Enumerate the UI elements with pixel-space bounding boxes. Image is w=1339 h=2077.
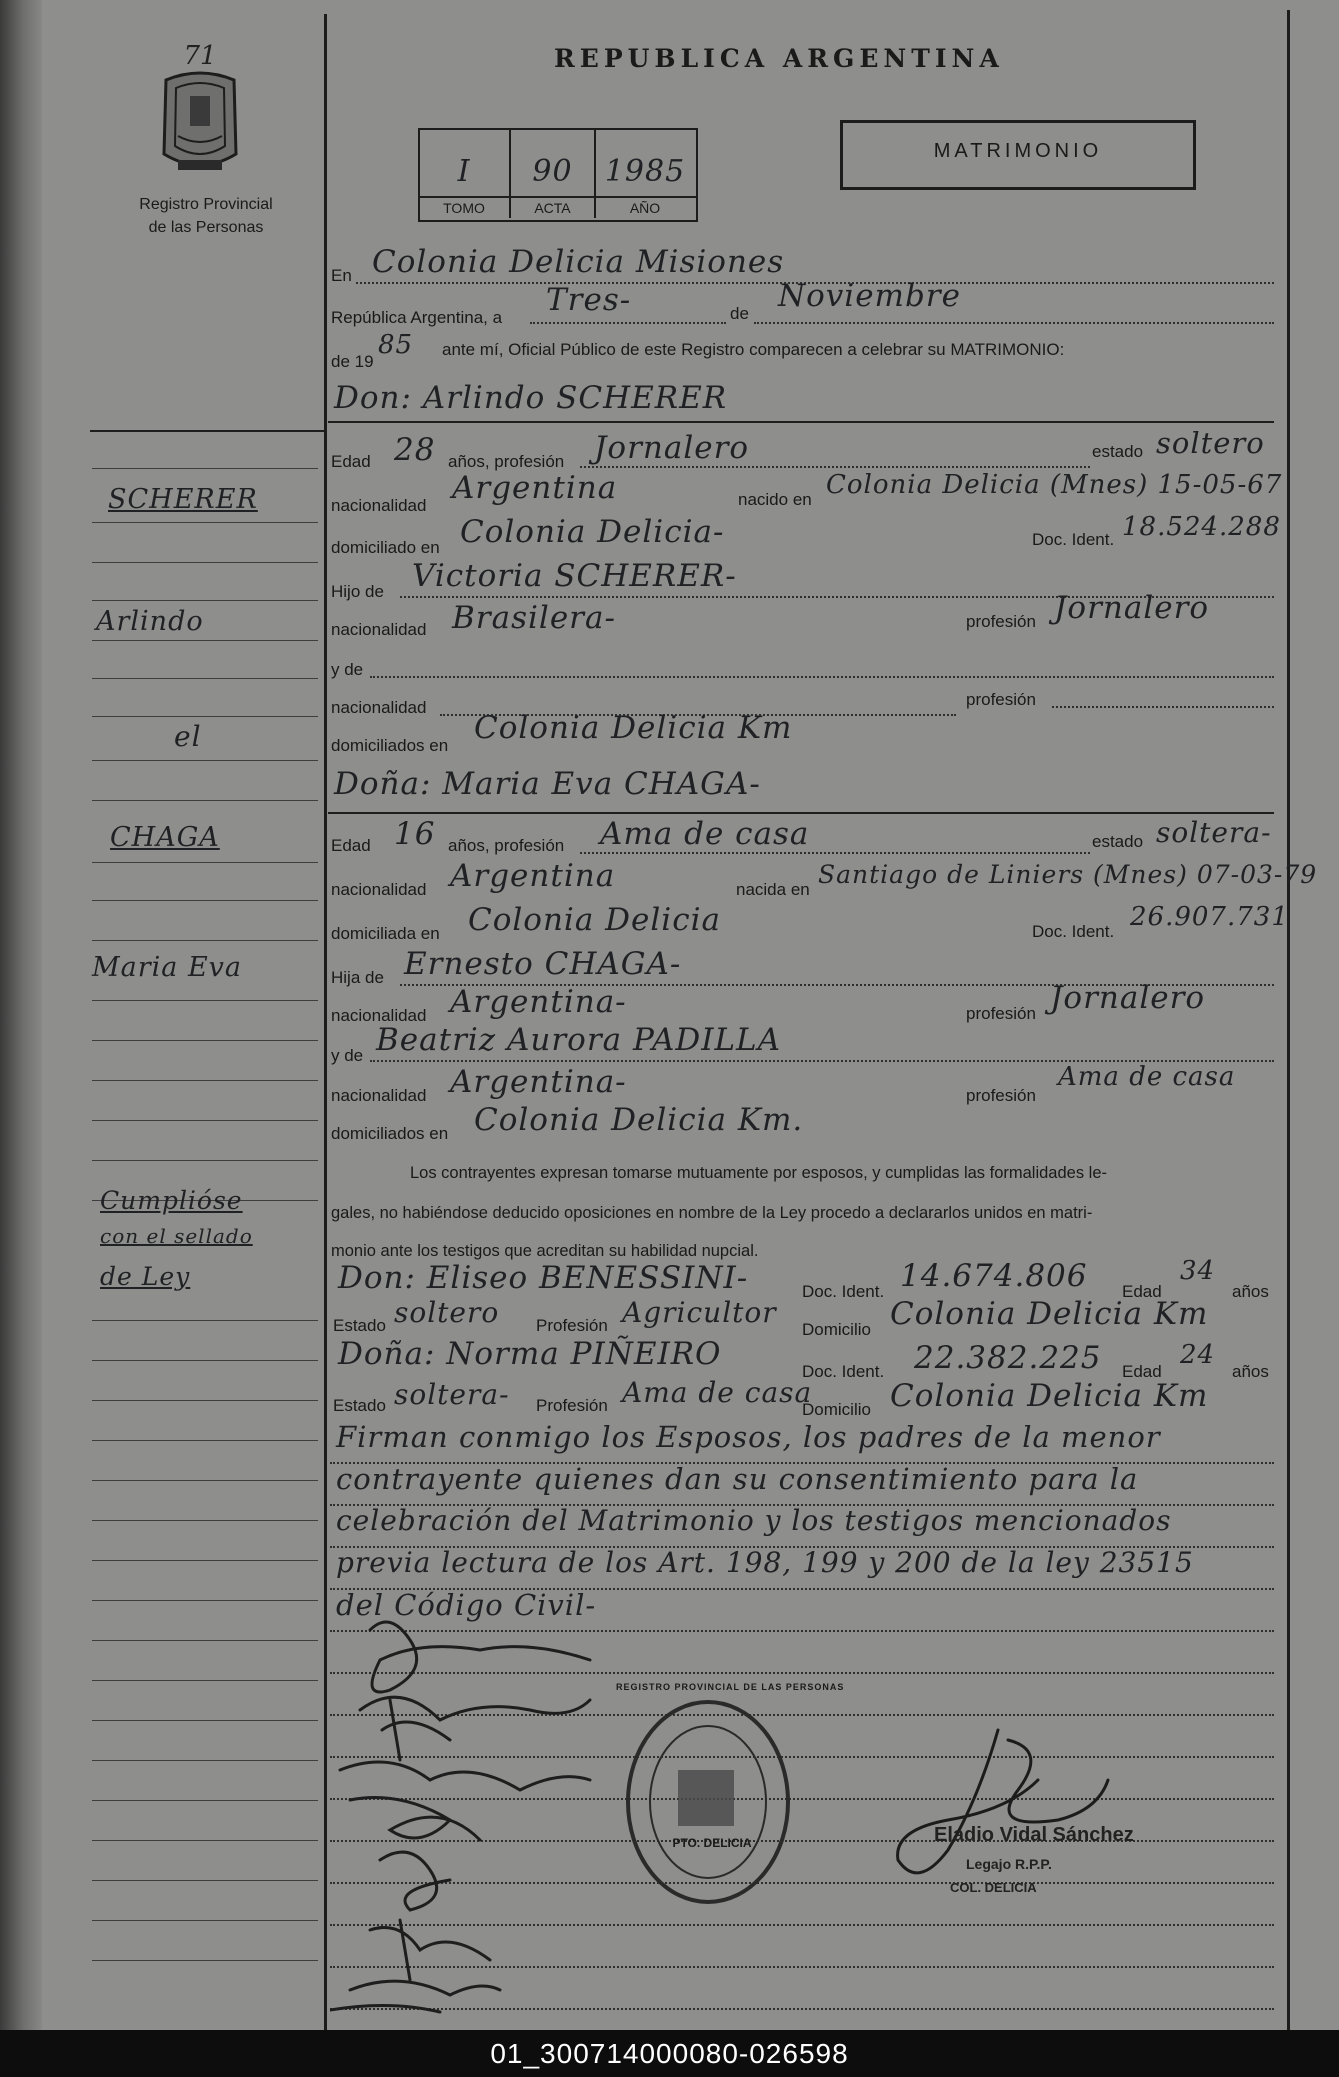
margin-rule xyxy=(92,1160,318,1161)
margin-rule xyxy=(92,1040,318,1041)
bride-name: Doña: Maria Eva CHAGA- xyxy=(334,766,761,802)
svg-text:71: 71 xyxy=(183,41,217,71)
declaration-line2: gales, no habiéndose deducido oposiciones en nombre de la Ley procedo a declararlos unidos en matri- xyxy=(331,1204,1093,1222)
groom-nacido-label: nacido en xyxy=(738,490,812,509)
acta-value: 90 xyxy=(532,154,573,189)
margin-rule xyxy=(92,900,318,901)
month-value: Noviembre xyxy=(778,278,961,314)
witness1-anos-label: años xyxy=(1232,1282,1269,1301)
bride-profesion-label: años, profesión xyxy=(448,836,565,855)
groom-domicilio: Colonia Delicia- xyxy=(460,514,725,550)
margin-rule xyxy=(92,716,318,717)
witness2-doc-label: Doc. Ident. xyxy=(802,1362,885,1381)
bride-section-rule xyxy=(328,812,1274,814)
groom-padre-prof: Jornalero xyxy=(1054,590,1210,626)
margin-rule xyxy=(92,1440,318,1441)
margin-top-rule xyxy=(90,430,324,432)
month-dots xyxy=(754,322,1274,324)
margin-rule xyxy=(92,1520,318,1521)
bride-padre-prof: Jornalero xyxy=(1050,980,1206,1016)
bride-doc-label: Doc. Ident. xyxy=(1032,922,1115,941)
bride-hija-label: Hija de xyxy=(331,968,384,987)
bride-nacida: Santiago de Liniers (Mnes) 07-03-79 xyxy=(818,860,1318,889)
bride-edad-label: Edad xyxy=(331,836,371,855)
ano-value: 1985 xyxy=(604,154,686,189)
groom-padre-nac: Brasilera- xyxy=(452,600,616,636)
groom-domiciliados-label: domiciliados en xyxy=(331,736,449,755)
witness1-doc: 14.674.806 xyxy=(900,1258,1088,1294)
margin-rule xyxy=(92,1920,318,1921)
closing-line3: celebración del Matrimonio y los testigos mencionados xyxy=(336,1504,1172,1537)
acta-label: ACTA xyxy=(534,200,571,216)
closing-line1: Firman conmigo los Esposos, los padres de la menor xyxy=(336,1420,1161,1454)
margin-rule xyxy=(92,1400,318,1401)
bride-madre-prof: Ama de casa xyxy=(1058,1062,1236,1092)
year-value: 85 xyxy=(378,330,414,360)
intro-sentence: ante mí, Oficial Público de este Registro comparecen a celebrar su MATRIMONIO: xyxy=(442,340,1065,359)
book-binding xyxy=(0,0,42,2030)
groom-domicilio-label: domiciliado en xyxy=(331,538,440,557)
margin-note-line2: con el sellado xyxy=(100,1224,253,1248)
witness2-profesion: Ama de casa xyxy=(622,1376,813,1409)
margin-rule xyxy=(92,1880,318,1881)
declaration-line1: Los contrayentes expresan tomarse mutuamente por esposos, y cumplidas las formalidades le- xyxy=(410,1164,1108,1182)
margin-rule xyxy=(92,1680,318,1681)
day-dots xyxy=(530,322,726,324)
margin-note-line1: Cumplióse xyxy=(100,1186,243,1215)
stamp-center-text: PTO. DELICIA xyxy=(672,1836,752,1850)
official-legajo: Legajo R.P.P. xyxy=(966,1856,1052,1872)
witness1-doc-label: Doc. Ident. xyxy=(802,1282,885,1301)
bride-doc: 26.907.731 xyxy=(1130,902,1289,932)
witness1-edad-label: Edad xyxy=(1122,1282,1162,1301)
country-title: REPUBLICA ARGENTINA xyxy=(554,44,1004,73)
margin-column-rule xyxy=(324,14,327,2030)
witness2-doc: 22.382.225 xyxy=(914,1340,1102,1376)
witness2-profesion-label: Profesión xyxy=(536,1396,608,1415)
official-name: Eladio Vidal Sánchez xyxy=(934,1824,1134,1846)
groom-estado-label: estado xyxy=(1092,442,1144,461)
margin-rule xyxy=(92,1720,318,1721)
groom-madre-dots xyxy=(370,676,1274,678)
margin-rule xyxy=(92,1320,318,1321)
groom-padre-prof-label: profesión xyxy=(966,612,1036,631)
groom-doc: 18.524.288 xyxy=(1122,512,1281,542)
signatures-scribble-icon xyxy=(330,1600,650,2020)
document-id-footer: 01_300714000080-026598 xyxy=(0,2030,1339,2077)
ano-label: AÑO xyxy=(629,200,661,216)
republica-label: República Argentina, a xyxy=(331,308,503,327)
margin-rule xyxy=(92,1640,318,1641)
registry-name-line2: de las Personas xyxy=(148,219,264,236)
bride-padre: Ernesto CHAGA- xyxy=(404,946,682,982)
place-value: Colonia Delicia Misiones xyxy=(372,244,785,280)
margin-rule xyxy=(92,1360,318,1361)
tomo-value: I xyxy=(457,154,471,189)
witness2-name: Doña: Norma PIÑEIRO xyxy=(338,1336,722,1372)
witness1-domicilio: Colonia Delicia Km xyxy=(890,1296,1209,1332)
closing-line5: del Código Civil- xyxy=(336,1588,597,1622)
bride-estado: soltera- xyxy=(1156,816,1272,849)
bride-profesion-dots xyxy=(580,852,1090,854)
bride-nacida-label: nacida en xyxy=(736,880,810,899)
bride-edad: 16 xyxy=(394,816,436,852)
witness1-name: Don: Eliseo BENESSINI- xyxy=(338,1260,749,1296)
groom-hijo-label: Hijo de xyxy=(331,582,384,601)
margin-rule xyxy=(92,1080,318,1081)
bride-madre-nac-label: nacionalidad xyxy=(331,1086,427,1105)
bride-domicilio: Colonia Delicia xyxy=(468,902,721,938)
witness1-domicilio-label: Domicilio xyxy=(802,1320,871,1339)
record-box-label-rule xyxy=(418,196,696,198)
en-label: En xyxy=(331,266,352,285)
official-stamp-icon xyxy=(622,1696,794,1908)
month-de-label: de xyxy=(730,304,749,323)
tomo-label: TOMO xyxy=(443,200,485,216)
margin-rule xyxy=(92,1800,318,1801)
bride-domiciliados-label: domiciliados en xyxy=(331,1124,449,1143)
bride-padre-nac-label: nacionalidad xyxy=(331,1006,427,1025)
bride-madre-nac: Argentina- xyxy=(450,1064,627,1100)
groom-domiciliados: Colonia Delicia Km xyxy=(474,710,793,746)
groom-y-de-label: y de xyxy=(331,660,364,679)
day-value: Tres- xyxy=(546,282,632,318)
margin-rule xyxy=(92,600,318,601)
year-label: de 19 xyxy=(331,352,374,371)
groom-profesion-dots xyxy=(580,466,1090,468)
margin-groom-name: Arlindo xyxy=(96,606,204,637)
bride-estado-label: estado xyxy=(1092,832,1144,851)
groom-name: Don: Arlindo SCHERER xyxy=(334,380,728,416)
witness1-estado: soltero xyxy=(394,1296,500,1329)
witness1-estado-label: Estado xyxy=(333,1316,386,1335)
bride-profesion: Ama de casa xyxy=(600,816,810,852)
margin-bride-name: Maria Eva xyxy=(92,952,243,983)
official-office: COL. DELICIA xyxy=(950,1880,1037,1895)
groom-nacionalidad-label: nacionalidad xyxy=(331,496,427,515)
groom-madre-prof-label: profesión xyxy=(966,690,1036,709)
groom-doc-label: Doc. Ident. xyxy=(1032,530,1115,549)
bride-y-de-label: y de xyxy=(331,1046,364,1065)
bride-madre: Beatriz Aurora PADILLA xyxy=(376,1022,782,1058)
margin-note-line3: de Ley xyxy=(100,1262,191,1291)
margin-rule xyxy=(92,862,318,863)
witness2-domicilio: Colonia Delicia Km xyxy=(890,1378,1209,1414)
margin-rule xyxy=(92,1600,318,1601)
groom-nacido: Colonia Delicia (Mnes) 15-05-67 xyxy=(826,470,1283,500)
margin-bride-surname: CHAGA xyxy=(110,822,220,853)
margin-rule xyxy=(92,1560,318,1561)
closing-line2: contrayente quienes dan su consentimiento para la xyxy=(336,1462,1139,1496)
groom-padre-nac-label: nacionalidad xyxy=(331,620,427,639)
witness1-profesion-label: Profesión xyxy=(536,1316,608,1335)
groom-profesion: Jornalero xyxy=(594,430,750,466)
groom-section-rule xyxy=(328,421,1274,423)
witness2-edad: 24 xyxy=(1180,1340,1216,1370)
margin-rule xyxy=(92,1960,318,1961)
witness2-estado: soltera- xyxy=(394,1378,510,1411)
margin-rule xyxy=(92,640,318,641)
bride-madre-prof-label: profesión xyxy=(966,1086,1036,1105)
margin-groom-surname: SCHERER xyxy=(108,484,258,515)
groom-padre: Victoria SCHERER- xyxy=(412,558,737,594)
margin-rule xyxy=(92,522,318,523)
act-type-label: MATRIMONIO xyxy=(933,140,1103,162)
groom-edad-label: Edad xyxy=(331,452,371,471)
margin-rule xyxy=(92,800,318,801)
registry-name-line1: Registro Provincial xyxy=(139,196,273,213)
margin-rule xyxy=(92,1760,318,1761)
provincial-seal-icon xyxy=(154,36,246,188)
bride-nacionalidad: Argentina xyxy=(450,858,616,894)
witness2-anos-label: años xyxy=(1232,1362,1269,1381)
margin-rule xyxy=(92,1840,318,1841)
bride-padre-nac: Argentina- xyxy=(450,984,627,1020)
margin-conjunction: el xyxy=(174,720,202,753)
bride-domiciliados: Colonia Delicia Km. xyxy=(474,1102,804,1138)
margin-rule xyxy=(92,940,318,941)
page-right-border xyxy=(1287,10,1290,2030)
witness1-profesion: Agricultor xyxy=(622,1296,777,1329)
witness1-edad: 34 xyxy=(1180,1256,1216,1286)
witness2-domicilio-label: Domicilio xyxy=(802,1400,871,1419)
groom-nacionalidad: Argentina xyxy=(452,470,618,506)
witness2-edad-label: Edad xyxy=(1122,1362,1162,1381)
witness2-estado-label: Estado xyxy=(333,1396,386,1415)
margin-rule xyxy=(92,1000,318,1001)
margin-rule xyxy=(92,562,318,563)
bride-padre-prof-label: profesión xyxy=(966,1004,1036,1023)
groom-madre-prof-dots xyxy=(1052,706,1274,708)
closing-line4: previa lectura de los Art. 198, 199 y 200 de la ley 23515 xyxy=(336,1546,1194,1579)
stamp-ring-text: REGISTRO PROVINCIAL DE LAS PERSONAS xyxy=(616,1682,845,1692)
groom-edad: 28 xyxy=(394,432,436,468)
margin-rule xyxy=(92,1480,318,1481)
bride-nacionalidad-label: nacionalidad xyxy=(331,880,427,899)
margin-rule xyxy=(92,760,318,761)
groom-estado: soltero xyxy=(1156,426,1265,460)
declaration-line3: monio ante los testigos que acreditan su habilidad nupcial. xyxy=(331,1242,759,1260)
margin-rule xyxy=(92,468,318,469)
margin-rule xyxy=(92,678,318,679)
margin-rule xyxy=(92,1120,318,1121)
bride-domicilio-label: domiciliada en xyxy=(331,924,440,943)
groom-profesion-label: años, profesión xyxy=(448,452,565,471)
groom-madre-nac-label: nacionalidad xyxy=(331,698,427,717)
